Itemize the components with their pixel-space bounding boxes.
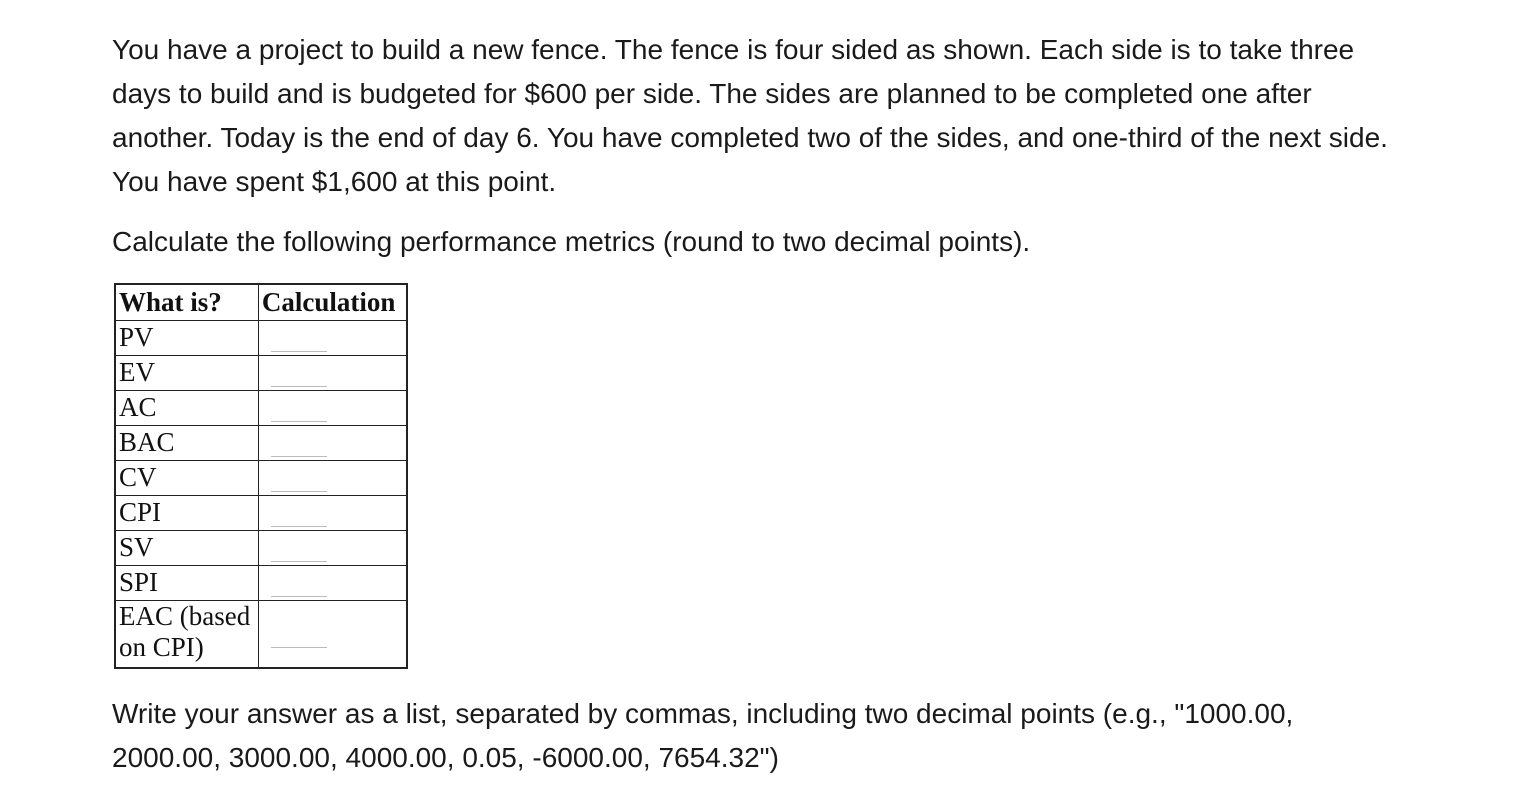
metric-label-cv: CV bbox=[115, 461, 258, 496]
table-row bbox=[115, 461, 407, 496]
header-what-is: What is? bbox=[115, 284, 258, 321]
calculation-cell-sv[interactable] bbox=[258, 531, 407, 566]
metric-label-bac: BAC bbox=[115, 426, 258, 461]
problem-description: You have a project to build a new fence. The fence is four sided as shown. Each side is to take three days to build and is budgeted for $600 per side. The sides are planned to be completed one after another. Today is the end of day 6. You have completed two of the sides, and one-third of the next side. You have spent $1,600 at this point. bbox=[112, 34, 1388, 197]
calculation-cell-ev[interactable] bbox=[258, 356, 407, 391]
table-row bbox=[115, 496, 407, 531]
metric-label-spi: SPI bbox=[115, 566, 258, 601]
answer-blank bbox=[271, 491, 327, 492]
table-row bbox=[115, 356, 407, 391]
calculation-cell-cv[interactable] bbox=[258, 461, 407, 496]
answer-format-instructions: Write your answer as a list, separated by commas, including two decimal points (e.g., "1000.00, 2000.00, 3000.00, 4000.00, 0.05, -6000.00, 7654.32") bbox=[112, 698, 1294, 773]
answer-blank bbox=[271, 421, 327, 422]
header-calculation: Calculation bbox=[258, 284, 407, 321]
metric-label-sv: SV bbox=[115, 531, 258, 566]
table-row bbox=[115, 391, 407, 426]
table-row bbox=[115, 531, 407, 566]
calculation-cell-bac[interactable] bbox=[258, 426, 407, 461]
table-row bbox=[115, 321, 407, 356]
calculation-cell-ac[interactable] bbox=[258, 391, 407, 426]
table-row bbox=[115, 601, 407, 669]
answer-blank bbox=[271, 526, 327, 527]
answer-blank bbox=[271, 596, 327, 597]
answer-blank bbox=[271, 351, 327, 352]
calculation-cell-cpi[interactable] bbox=[258, 496, 407, 531]
table-row bbox=[115, 566, 407, 601]
answer-blank bbox=[271, 456, 327, 457]
metric-label-pv: PV bbox=[115, 321, 258, 356]
answer-blank bbox=[271, 647, 327, 648]
metric-label-ac: AC bbox=[115, 391, 258, 426]
answer-blank bbox=[271, 561, 327, 562]
answer-blank bbox=[271, 386, 327, 387]
calculation-cell-eac[interactable] bbox=[258, 601, 407, 669]
metric-label-cpi: CPI bbox=[115, 496, 258, 531]
metrics-table bbox=[114, 283, 408, 669]
metric-label-ev: EV bbox=[115, 356, 258, 391]
table-row bbox=[115, 426, 407, 461]
metric-label-eac: EAC (based on CPI) bbox=[115, 601, 258, 669]
calculation-cell-spi[interactable] bbox=[258, 566, 407, 601]
calculation-cell-pv[interactable] bbox=[258, 321, 407, 356]
table-header-row bbox=[115, 284, 407, 321]
instruction-text: Calculate the following performance metrics (round to two decimal points). bbox=[112, 226, 1031, 257]
